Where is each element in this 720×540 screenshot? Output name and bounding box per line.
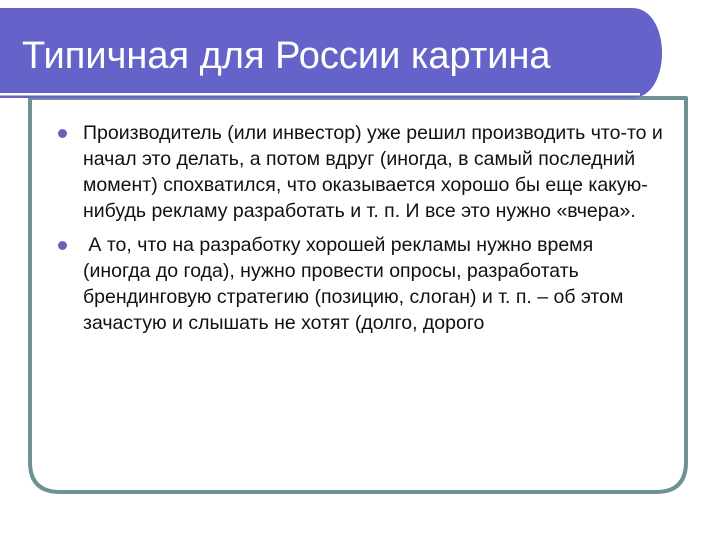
- bullet-text-1: Производитель (или инвестор) уже решил производить что-то и начал это делать, а потом вдруг (иногда, в самый последний момент) спохватился, что оказывается хорошо бы еще какую-нибудь рекламу разработать и т. п. И все это нужно «вчера».: [83, 122, 669, 222]
- bullet-item-1: [58, 120, 669, 224]
- slide-title: Типичная для России картина: [22, 35, 551, 77]
- bullet-dot-icon: [58, 129, 67, 138]
- bullet-item-2: [58, 232, 664, 336]
- bullet-text-2: А то, что на разработку хорошей рекламы нужно время (иногда до года), нужно провести опросы, разработать брендинговую стратегию (позицию, слоган) и т. п. – об этом зачастую и слышать не хотят (долго, дорого: [83, 234, 629, 334]
- bullet-list: [58, 120, 669, 336]
- title-underline: [0, 93, 640, 96]
- bullet-dot-icon: [58, 241, 67, 250]
